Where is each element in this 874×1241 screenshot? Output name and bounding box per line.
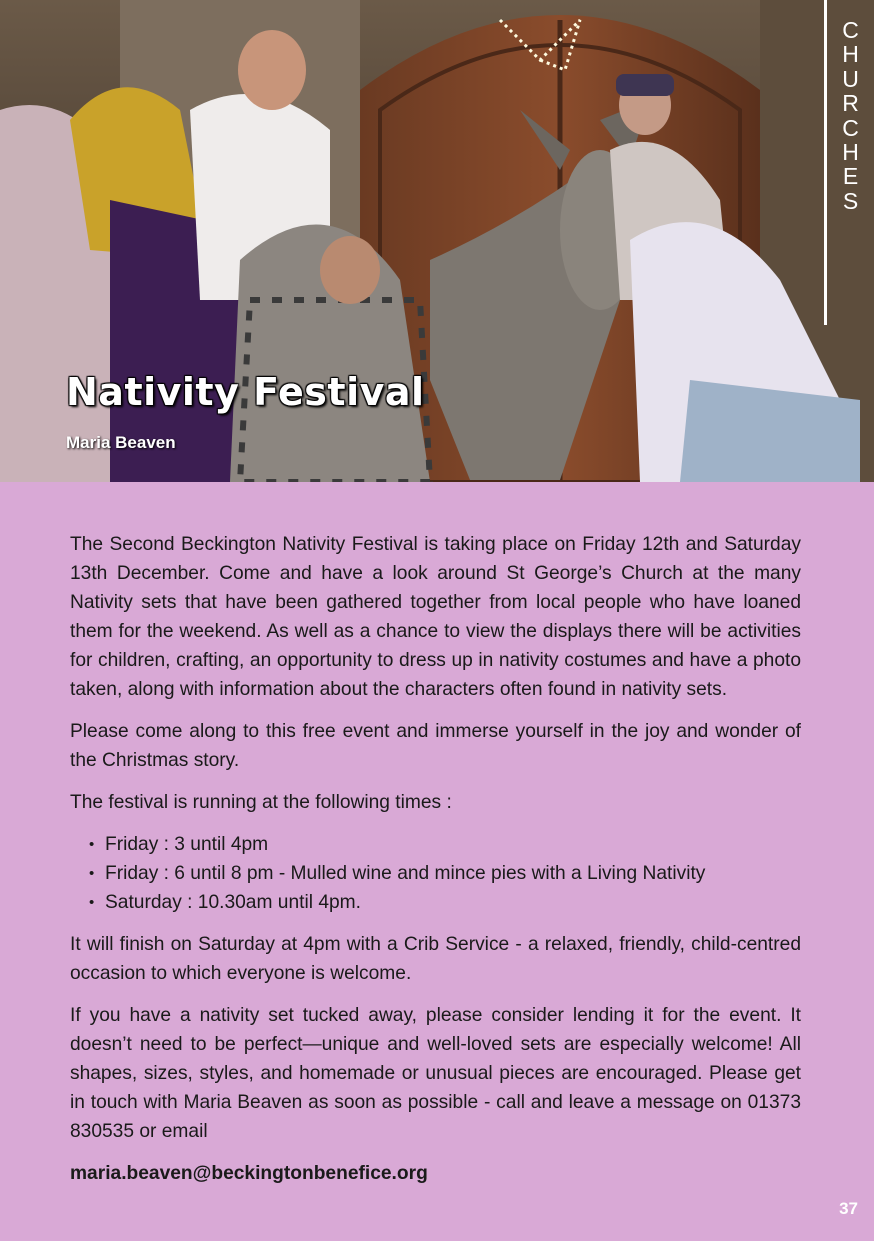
list-item: • Friday : 6 until 8 pm - Mulled wine and mince pies with a Living Nativity: [105, 859, 801, 888]
contact-email[interactable]: maria.beaven@beckingtonbenefice.org: [70, 1163, 428, 1184]
section-tab-label: [827, 0, 874, 328]
page-number: 37: [839, 1199, 858, 1218]
article-title: Nativity Festival: [66, 370, 425, 414]
section-tab-letter: E: [842, 163, 859, 190]
section-tab-letter: C: [842, 114, 859, 141]
section-tab-letter: H: [842, 41, 859, 68]
article-body: [70, 530, 801, 1201]
paragraph: The Second Beckington Nativity Festival is taking place on Friday 12th and Saturday 13th December. Come and have a look around St George’s Church at the many Nativity sets that have been gathered together from local people who have loaned them for the weekend. As well as a chance to view the displays there will be activities for children, crafting, an opportunity to dress up in nativity costumes and have a photo taken, along with information about the characters often found in nativity sets.: [70, 534, 801, 700]
section-tab: [824, 0, 874, 328]
section-tab-letter: R: [842, 90, 859, 117]
article-author: Maria Beaven: [66, 433, 176, 452]
section-tab-letter: U: [842, 65, 859, 92]
paragraph: If you have a nativity set tucked away, please consider lending it for the event. It doesn’t need to be perfect—unique and well-loved sets are especially welcome! All shapes, sizes, styles, and homemade or unusual pieces are encouraged. Please get in touch with Maria Beaven as soon as possible - call and leave a message on 01373 830535 or email: [70, 1005, 801, 1142]
times-list: [70, 830, 801, 917]
section-tab-letter: H: [842, 139, 859, 166]
paragraph: Please come along to this free event and immerse yourself in the joy and wonder of the Christmas story.: [70, 721, 801, 771]
list-item: • Saturday : 10.30am until 4pm.: [105, 888, 801, 917]
list-item: • Friday : 3 until 4pm: [105, 830, 801, 859]
paragraph: It will finish on Saturday at 4pm with a Crib Service - a relaxed, friendly, child-centred occasion to which everyone is welcome.: [70, 934, 801, 984]
section-tab-letter: S: [842, 187, 859, 214]
paragraph: The festival is running at the following times :: [70, 792, 452, 813]
section-tab-letter: C: [842, 17, 859, 43]
